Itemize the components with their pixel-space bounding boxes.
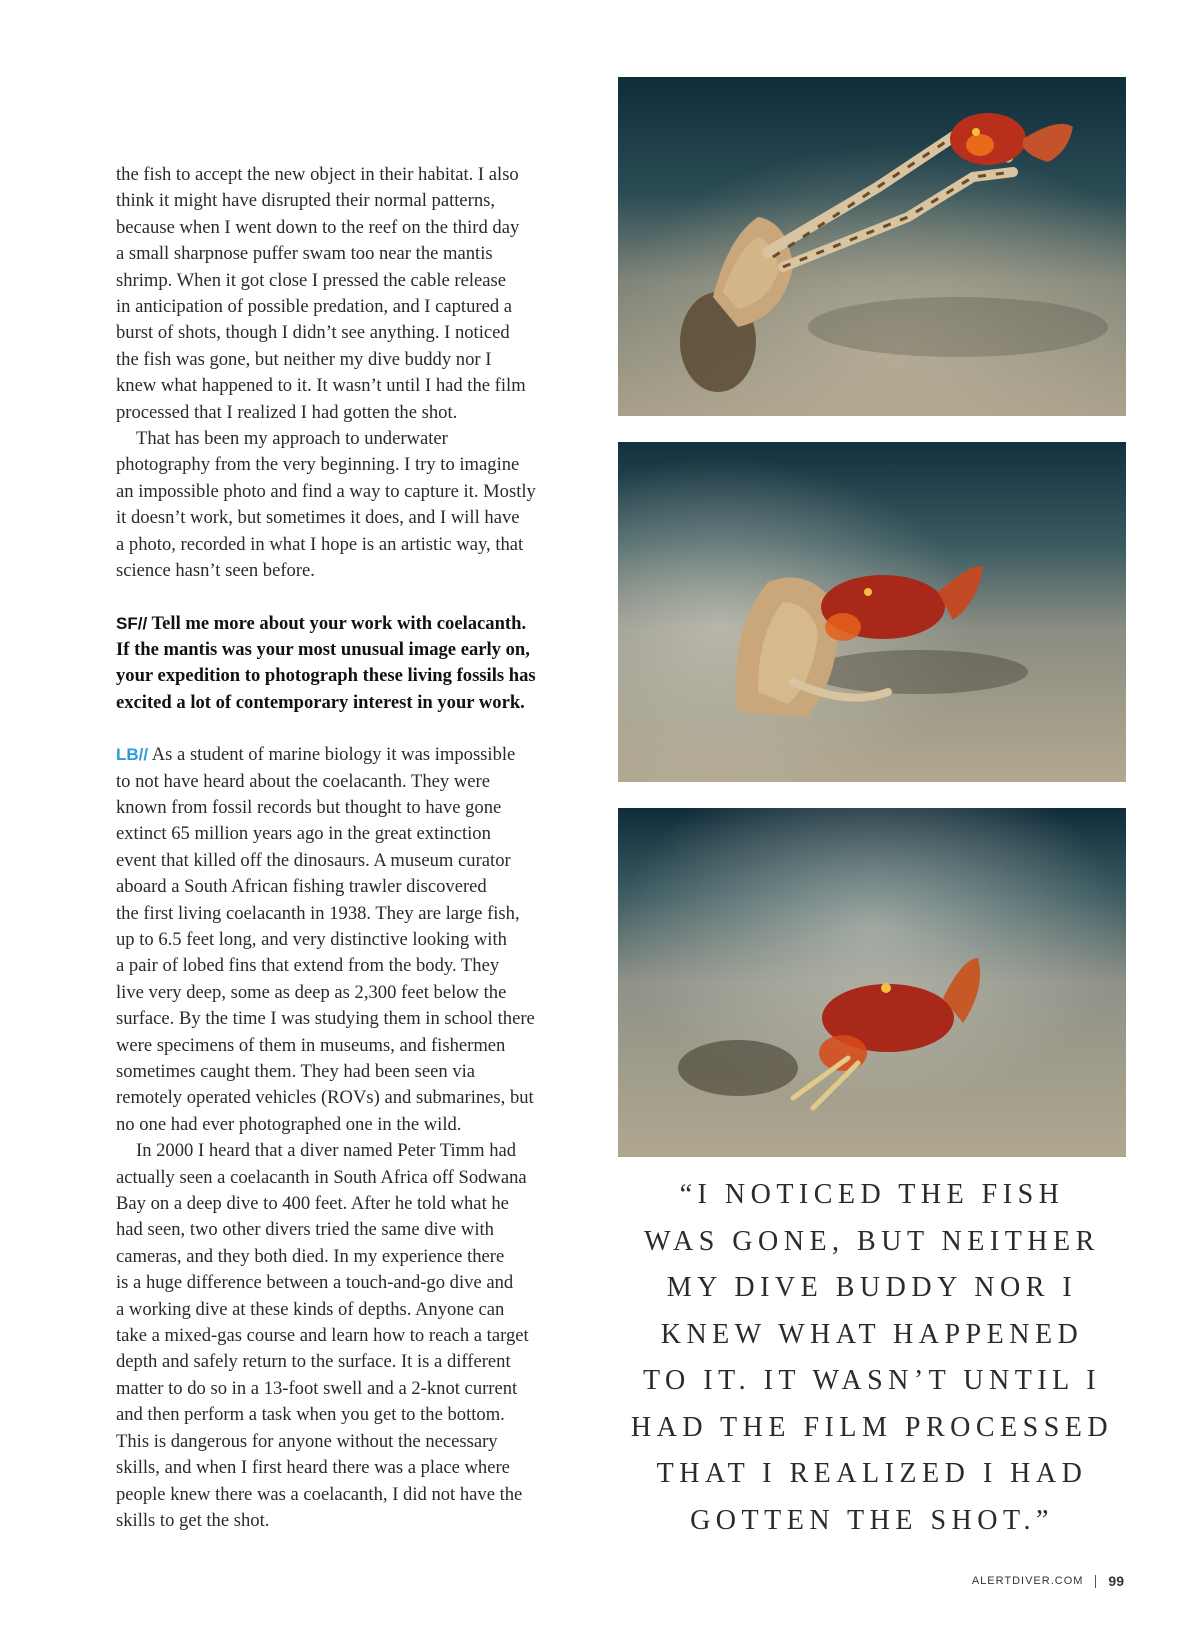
pull-quote-line: “I NOTICED THE FISH	[679, 1179, 1065, 1210]
text-line: As a student of marine biology it was impossible	[151, 744, 516, 766]
text-line: and then perform a task when you get to the bottom.	[116, 1404, 505, 1426]
interview-question	[116, 611, 586, 717]
text-line: a working dive at these kinds of depths. Anyone can	[116, 1298, 505, 1320]
photo-puffer-with-claws	[618, 808, 1126, 1157]
pull-quote-line: KNEW WHAT HAPPENED	[660, 1318, 1084, 1350]
text-line: This is dangerous for anyone without the necessary	[116, 1430, 498, 1452]
text-line: to not have heard about the coelacanth. They were	[116, 770, 490, 792]
text-line: in anticipation of possible predation, and I captured a	[116, 296, 513, 318]
text-line: your expedition to photograph these living fossils has	[116, 665, 536, 687]
text-line: If the mantis was your most unusual image early on,	[116, 638, 530, 660]
text-line: Bay on a deep dive to 400 feet. After he told what he	[116, 1193, 509, 1215]
text-line: up to 6.5 feet long, and very distinctive looking with	[116, 928, 507, 950]
text-line: a pair of lobed fins that extend from the body. They	[116, 955, 500, 977]
pull-quote-line: TO IT. IT WASN’T UNTIL I	[642, 1365, 1102, 1396]
text-line: actually seen a coelacanth in South Africa off Sodwana	[116, 1166, 527, 1188]
text-line: known from fossil records but thought to have gone	[116, 796, 502, 818]
text-line: photography from the very beginning. I try to imagine	[116, 454, 520, 476]
text-line: excited a lot of contemporary interest in your work.	[116, 691, 525, 713]
site-name: ALERTDIVER.COM	[971, 1575, 1084, 1587]
text-line: take a mixed-gas course and learn how to reach a target	[116, 1325, 529, 1347]
text-line: skills, and when I first heard there was a place where	[116, 1457, 510, 1479]
page-footer	[972, 1573, 1124, 1589]
text-line: sometimes caught them. They had been seen via	[116, 1061, 476, 1082]
text-line: depth and safely return to the surface. It is a different	[116, 1351, 511, 1373]
paragraph-1	[116, 162, 586, 426]
text-line: That has been my approach to underwater	[136, 428, 448, 450]
answer-tag: LB//	[116, 745, 149, 765]
text-line: burst of shots, though I didn’t see anything. I noticed	[116, 322, 510, 344]
text-line: think it might have disrupted their normal patterns,	[116, 190, 496, 212]
text-line: an impossible photo and find a way to capture it. Mostly	[116, 480, 536, 502]
text-line: knew what happened to it. It wasn’t until I had the film	[116, 375, 526, 397]
text-line: science hasn’t seen before.	[116, 560, 315, 582]
text-line: because when I went down to the reef on the third day	[116, 216, 520, 238]
text-line: the fish was gone, but neither my dive buddy nor I	[116, 348, 492, 370]
paragraph-2	[116, 426, 586, 584]
text-line: skills to get the shot.	[116, 1509, 270, 1531]
text-line: were specimens of them in museums, and fishermen	[116, 1034, 506, 1056]
footer-divider	[1095, 1575, 1096, 1588]
text-line: Tell me more about your work with coelacanth.	[151, 612, 527, 634]
pull-quote	[618, 1172, 1126, 1544]
text-line: cameras, and they both died. In my experience there	[116, 1245, 505, 1267]
pull-quote-line: WAS GONE, BUT NEITHER	[644, 1225, 1100, 1257]
text-line: In 2000 I heard that a diver named Peter Timm had	[136, 1140, 517, 1162]
text-line: is a huge difference between a touch-and-go dive and	[116, 1272, 514, 1294]
text-line: shrimp. When it got close I pressed the cable release	[116, 269, 506, 291]
page-number: 99	[1108, 1573, 1124, 1589]
question-tag: SF//	[116, 613, 148, 633]
photo-mantis-strike	[618, 77, 1126, 416]
text-line: it doesn’t work, but sometimes it does, and I will have	[116, 507, 520, 529]
interview-answer	[116, 742, 586, 1138]
text-line: aboard a South African fishing trawler discovered	[116, 876, 487, 898]
article-body	[116, 162, 586, 1534]
text-line: remotely operated vehicles (ROVs) and submarines, but	[116, 1087, 534, 1109]
text-line: a photo, recorded in what I hope is an artistic way, that	[116, 533, 524, 555]
text-line: the fish to accept the new object in their habitat. I also	[116, 164, 519, 185]
text-line: a small sharpnose puffer swam too near the mantis	[116, 243, 493, 265]
pull-quote-line: MY DIVE BUDDY NOR I	[666, 1272, 1078, 1303]
text-line: event that killed off the dinosaurs. A museum curator	[116, 849, 511, 871]
text-line: the first living coelacanth in 1938. They are large fish,	[116, 902, 520, 924]
text-line: live very deep, some as deep as 2,300 feet below the	[116, 981, 507, 1003]
pull-quote-line: GOTTEN THE SHOT.”	[690, 1504, 1054, 1536]
pull-quote-line: THAT I REALIZED I HAD	[656, 1458, 1088, 1489]
text-line: matter to do so in a 13-foot swell and a 2-knot current	[116, 1377, 518, 1399]
paragraph-gap	[116, 585, 586, 611]
paragraph-4	[116, 1138, 586, 1534]
pull-quote-line: HAD THE FILM PROCESSED	[630, 1411, 1114, 1443]
text-line: no one had ever photographed one in the wild.	[116, 1113, 462, 1135]
text-line: surface. By the time I was studying them in school there	[116, 1008, 535, 1030]
text-line: processed that I realized I had gotten the shot.	[116, 401, 458, 423]
photo-mantis-grab	[618, 442, 1126, 782]
paragraph-gap	[116, 716, 586, 742]
text-line: extinct 65 million years ago in the great extinction	[116, 823, 491, 845]
text-line: people knew there was a coelacanth, I did not have the	[116, 1483, 523, 1505]
text-line: had seen, two other divers tried the same dive with	[116, 1219, 494, 1241]
